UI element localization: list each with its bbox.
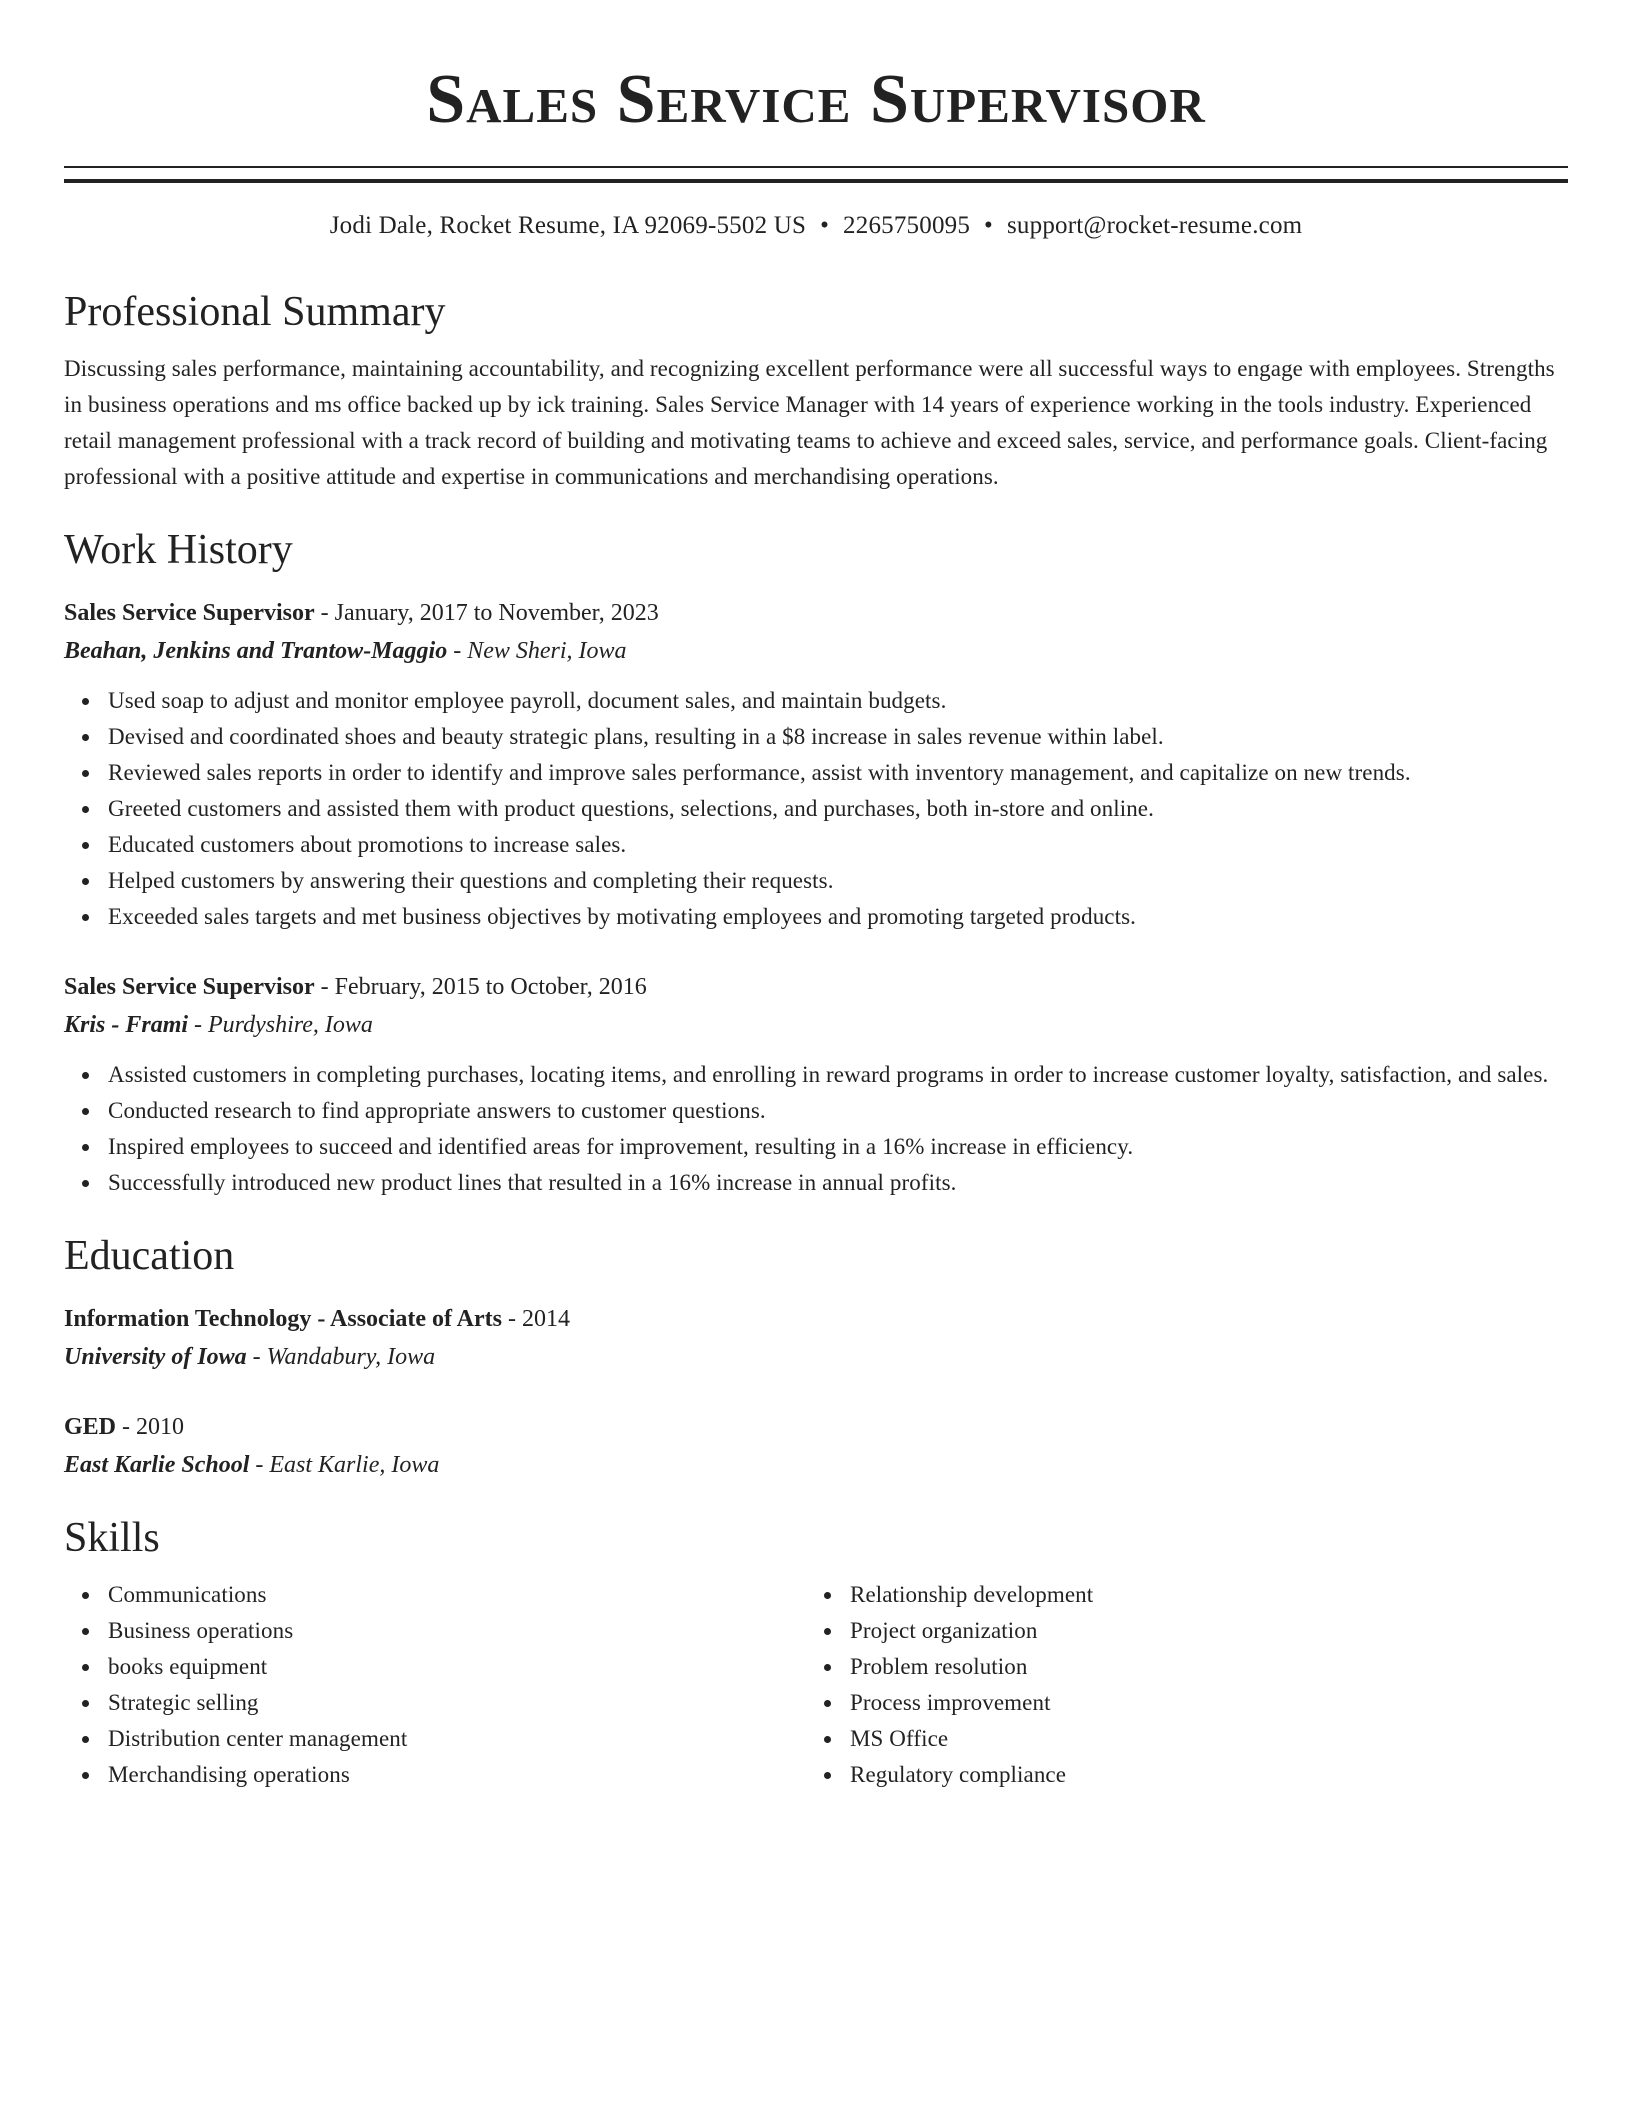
list-item: Distribution center management (108, 1721, 806, 1757)
skills-heading: Skills (64, 1515, 160, 1561)
skills-bullets (64, 1577, 806, 1793)
education-school: University of Iowa (64, 1344, 247, 1370)
education-location: - Wandabury, Iowa (246, 1344, 436, 1370)
job-entry (64, 969, 1568, 1201)
skills-column-right (806, 1577, 1548, 1793)
education-entry (64, 1301, 1568, 1375)
education-year: - 2010 (116, 1414, 185, 1440)
job-bullets (64, 1057, 1568, 1201)
list-item: Educated customers about promotions to increase sales. (108, 827, 1568, 863)
list-item: Helped customers by answering their questions and completing their requests. (108, 863, 1568, 899)
list-item: Process improvement (850, 1685, 1548, 1721)
job-dates: - February, 2015 to October, 2016 (314, 974, 647, 1000)
summary-text: Discussing sales performance, maintaining accountability, and recognizing excellent performance were all successful ways to engage with employees. Strengths in business operations and ms office backed up by ick training. Sales Service Manager with 14 years of experience working in the tools industry. Experienced retail management professional with a track record of building and motivating teams to achieve and exceed sales, service, and performance goals. Client-facing professional with a positive attitude and expertise in communications and merchandising operations. (64, 356, 1555, 489)
job-company-line (64, 633, 1568, 669)
skills-bullets (806, 1577, 1548, 1793)
job-company-line (64, 1007, 1568, 1043)
list-item: Business operations (108, 1613, 806, 1649)
list-item: Successfully introduced new product lines that resulted in a 16% increase in annual profits. (108, 1165, 1568, 1201)
education-heading: Education (64, 1233, 235, 1279)
education-degree-line (64, 1301, 1568, 1337)
work-history-heading: Work History (64, 527, 293, 573)
contact-separator: • (820, 212, 830, 239)
education-school-line (64, 1447, 1568, 1483)
list-item: Conducted research to find appropriate answers to customer questions. (108, 1093, 1568, 1129)
job-company: Beahan, Jenkins and Trantow-Maggio (64, 638, 448, 664)
list-item: Reviewed sales reports in order to identify and improve sales performance, assist with inventory management, and capitalize on new trends. (108, 755, 1568, 791)
list-item: MS Office (850, 1721, 1548, 1757)
education-degree: GED (64, 1414, 117, 1440)
skills-list (64, 1577, 1568, 1793)
list-item: Strategic selling (108, 1685, 806, 1721)
job-title: Sales Service Supervisor (64, 974, 315, 1000)
job-bullets (64, 683, 1568, 935)
contact-line (64, 211, 1568, 241)
list-item: Greeted customers and assisted them with product questions, selections, and purchases, both in-store and online. (108, 791, 1568, 827)
list-item: Project organization (850, 1613, 1548, 1649)
list-item: Problem resolution (850, 1649, 1548, 1685)
education-degree-line (64, 1409, 1568, 1445)
education-year: - 2014 (502, 1306, 570, 1332)
list-item: Relationship development (850, 1577, 1548, 1613)
job-location: - New Sheri, Iowa (447, 638, 627, 664)
list-item: Communications (108, 1577, 806, 1613)
job-company: Kris - Frami (64, 1012, 189, 1038)
list-item: Devised and coordinated shoes and beauty strategic plans, resulting in a $8 increase in sales revenue within label. (108, 719, 1568, 755)
list-item: Regulatory compliance (850, 1757, 1548, 1793)
list-item: Assisted customers in completing purchases, locating items, and enrolling in reward programs in order to increase customer loyalty, satisfaction, and sales. (108, 1057, 1568, 1093)
education-school: East Karlie School (64, 1452, 250, 1478)
list-item: Merchandising operations (108, 1757, 806, 1793)
contact-separator: • (984, 212, 993, 239)
contact-email[interactable]: support@rocket-resume.com (1007, 212, 1303, 239)
list-item: Inspired employees to succeed and identified areas for improvement, resulting in a 16% increase in efficiency. (108, 1129, 1568, 1165)
list-item: Used soap to adjust and monitor employee payroll, document sales, and maintain budgets. (108, 683, 1568, 719)
education-location: - East Karlie, Iowa (249, 1452, 440, 1478)
list-item: books equipment (108, 1649, 806, 1685)
job-title-line (64, 595, 1568, 631)
education-school-line (64, 1339, 1568, 1375)
job-title-line (64, 969, 1568, 1005)
resume-title: Sales Service Supervisor (426, 61, 1206, 138)
job-entry (64, 595, 1568, 935)
summary-heading: Professional Summary (64, 289, 446, 335)
contact-address: Jodi Dale, Rocket Resume, IA 92069-5502 US (329, 212, 807, 239)
job-dates: - January, 2017 to November, 2023 (314, 600, 659, 626)
education-entry (64, 1409, 1568, 1483)
title-divider (64, 166, 1568, 183)
job-location: - Purdyshire, Iowa (188, 1012, 373, 1038)
list-item: Exceeded sales targets and met business objectives by motivating employees and promoting targeted products. (108, 899, 1568, 935)
skills-column-left (64, 1577, 806, 1793)
education-degree: Information Technology - Associate of Arts (64, 1306, 502, 1332)
contact-phone: 2265750095 (843, 212, 971, 239)
job-title: Sales Service Supervisor (64, 600, 315, 626)
